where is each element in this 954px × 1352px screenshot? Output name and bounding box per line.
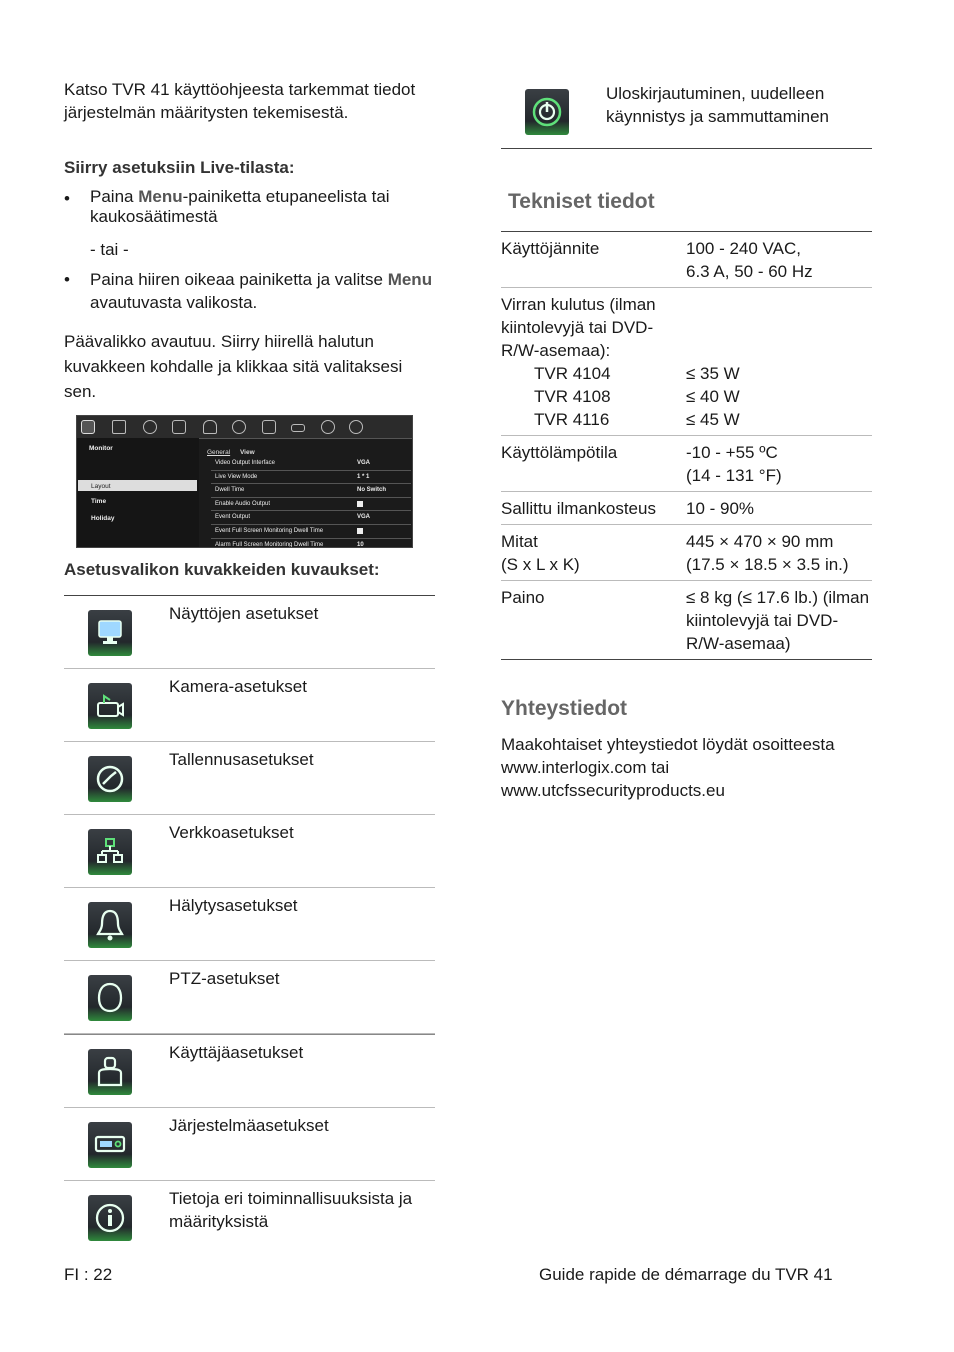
screenshot-setting-row[interactable] [211,539,411,548]
setting-value: 1 * 1 [357,473,370,480]
setting-label: Event Full Screen Monitoring Dwell Time [215,527,324,534]
camera-icon [88,683,132,729]
icon-row [64,961,435,1034]
info-icon [321,420,335,434]
setting-label: Video Output Interface [215,460,275,466]
spec-row-dimensions: Mitat (S x L x K) 445 × 470 × 90 mm (17.5 × 18.5 × 3.5 in.) [501,525,872,581]
main-menu-paragraph: Päävalikko avautuu. Siirry hiirellä halutun kuvakkeen kohdalle ja klikkaa sitä valitaksesi sen. [64,332,403,401]
screenshot-setting-row[interactable] [211,484,411,498]
spec-row-temperature: Käyttölämpötila -10 - +55 ºC (14 - 131 °F) [501,436,872,492]
icon-row [64,1034,435,1108]
icon-label: Tietoja eri toiminnallisuuksista ja määrityksistä [169,1189,413,1231]
bullet-dot: • [64,189,70,208]
device-icon [291,424,305,432]
model-name: TVR 4104 [534,364,611,383]
logout-row [501,78,872,149]
monitor-icon [88,610,132,656]
bullet-menu-button: • Paina Menu-painiketta etupaneelista tai kaukosäätimestä [64,187,390,226]
screenshot-toolbar [77,416,412,439]
bullet-right-click: • Paina hiiren oikeaa painiketta ja valitse Menu avautuvasta valikosta. [64,270,433,312]
sidebar-item-time[interactable]: Time [91,498,107,505]
bullet-dot: • [64,270,70,289]
spec-row-weight: Paino ≤ 8 kg (≤ 17.6 lb.) (ilman kiintolevyjä tai DVD-R/W-asemaa) [501,581,872,660]
setting-value: No Switch [357,487,387,494]
sidebar-item-layout[interactable]: Layout [91,483,111,490]
menu-screenshot [76,415,413,548]
clock-icon [88,756,132,802]
power-icon [349,420,363,434]
setting-label: Event Output [215,514,251,521]
icon-row [64,742,435,815]
ptz-icon [88,975,132,1021]
setting-checkbox[interactable] [357,501,363,507]
info-icon [88,1195,132,1241]
setting-value: 10 [357,541,364,548]
spec-key: Käyttölämpötila [501,436,686,492]
icon-row [64,1181,435,1253]
model-name: TVR 4116 [534,410,610,429]
spec-key: Virran kulutus (ilman kiintolevyjä tai DVD-R/W-asemaa): [501,295,656,360]
intro-paragraph: Katso TVR 41 käyttöohjeesta tarkemmat tiedot järjestelmän määritysten tekemisestä. [64,80,416,122]
network-icon [172,420,186,434]
screenshot-sidebar [77,438,199,547]
screenshot-setting-row[interactable] [211,457,411,471]
or-separator: - tai - [90,240,129,259]
sidebar-item-holiday[interactable]: Holiday [91,515,115,522]
ptz-icon [232,420,246,434]
icon-row [64,669,435,742]
bell-icon [203,420,217,434]
user-icon [88,1049,132,1095]
spec-row-voltage: Käyttöjännite 100 - 240 VAC, 6.3 A, 50 - 60 Hz [501,232,872,288]
menu-keyword: Menu [138,187,183,206]
spec-row-power [501,288,872,436]
network-icon [88,829,132,875]
spec-row-humidity: Sallittu ilmankosteus 10 - 90% [501,492,872,525]
spec-key: Sallittu ilmankosteus [501,492,686,525]
sidebar-item-monitor[interactable]: Monitor [89,445,113,452]
screenshot-setting-row[interactable] [211,471,411,485]
setting-checkbox[interactable] [357,528,363,534]
screenshot-setting-row[interactable] [211,525,411,539]
screenshot-setting-row[interactable] [211,498,411,512]
contact-paragraph: Maakohtaiset yhteystiedot löydät osoitteesta www.interlogix.com tai www.utcfssecurityproducts.eu [501,735,835,800]
icons-heading: Asetusvalikon kuvakkeiden kuvaukset: [64,560,380,579]
contact-heading: Yhteystiedot [501,697,628,720]
icon-row [64,1108,435,1181]
model-list [501,362,686,431]
icon-label: PTZ-asetukset [169,969,280,988]
icon-description-table [64,595,435,1253]
spec-key: Käyttöjännite [501,232,686,288]
setting-value: VGA [357,460,371,466]
setting-label: Enable Audio Output [215,500,271,507]
model-values [686,362,872,431]
setting-label: Live View Mode [215,473,258,480]
icon-label: Kamera-asetukset [169,677,307,696]
setting-label: Dwell Time [215,487,245,494]
icon-label: Tallennusasetukset [169,750,314,769]
monitor-icon [81,420,95,434]
setting-value: VGA [357,514,371,521]
icon-label: Hälytysasetukset [169,896,298,915]
spec-key: Paino [501,581,686,660]
setting-label: Alarm Full Screen Monitoring Dwell Time [215,541,324,548]
icon-row [64,596,435,669]
footer-title: Guide rapide de démarrage du TVR 41 [539,1265,833,1284]
spec-table [501,231,872,660]
user-icon [262,420,276,434]
menu-keyword: Menu [387,270,433,289]
icon-label: Verkkoasetukset [169,823,294,842]
tech-heading: Tekniset tiedot [508,190,655,213]
live-heading: Siirry asetuksiin Live-tilasta: [64,158,295,177]
icon-label: Käyttäjäasetukset [169,1043,304,1062]
device-icon [88,1122,132,1168]
model-power: ≤ 40 W [686,387,740,406]
camera-icon [112,420,126,434]
model-power: ≤ 35 W [686,364,740,383]
icon-row [64,815,435,888]
model-power: ≤ 45 W [686,410,740,429]
screenshot-settings-table [211,457,411,548]
icon-row [64,888,435,961]
logout-label: Uloskirjautuminen, uudelleen käynnistys ja sammuttaminen [606,84,829,126]
icon-label: Järjestelmäasetukset [169,1116,329,1135]
icon-label: Näyttöjen asetukset [169,604,319,623]
model-name: TVR 4108 [534,387,611,406]
page-number: FI : 22 [64,1265,113,1284]
screenshot-setting-row[interactable] [211,511,411,525]
bell-icon [88,902,132,948]
tab-general[interactable]: General [207,449,231,456]
tab-view[interactable]: View [239,449,255,456]
clock-icon [143,420,157,434]
power-icon [525,89,569,135]
